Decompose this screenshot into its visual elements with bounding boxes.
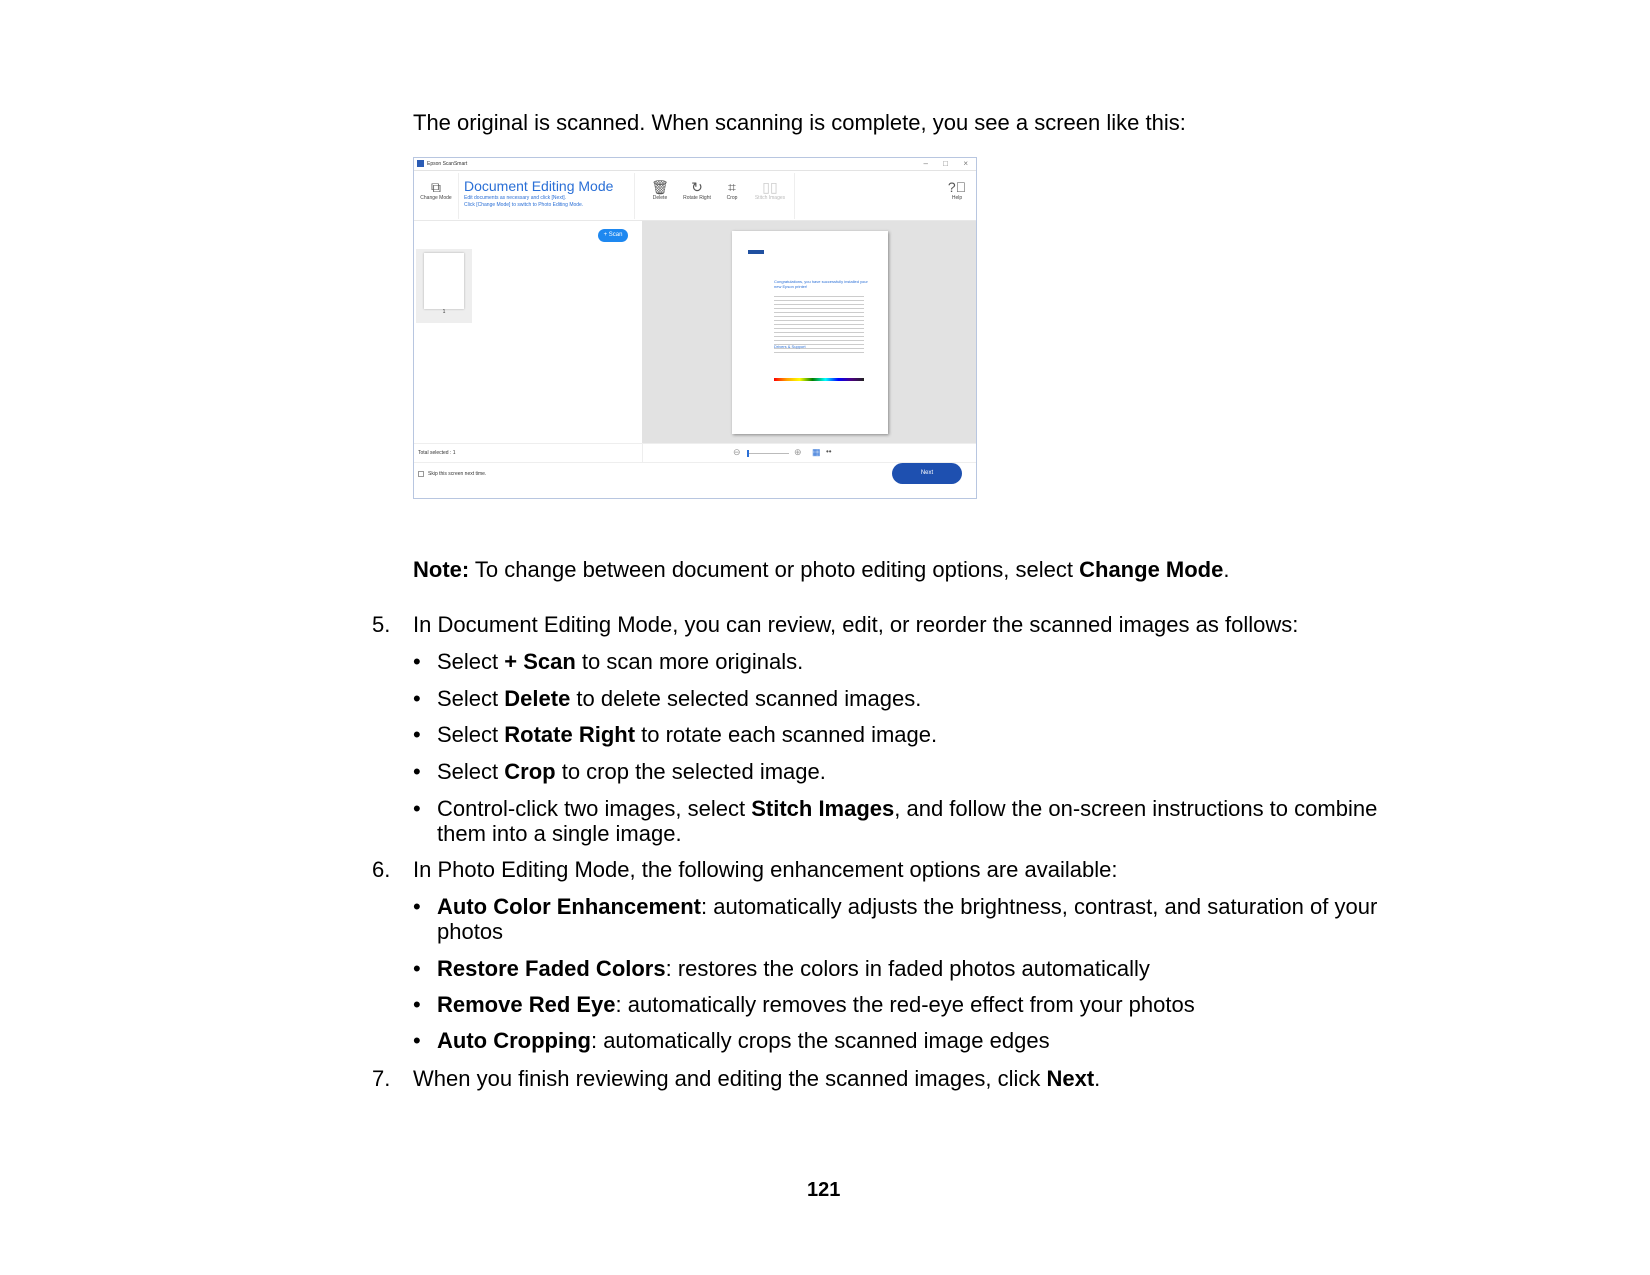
list-item: Select Rotate Right to rotate each scanned image. [437,722,938,747]
zoom-out-icon[interactable]: ⊖ [733,447,741,457]
total-selected: Total selected : 1 [418,450,456,456]
thumbnail-panel [414,221,642,443]
fit-view-icon[interactable]: ▦ [812,447,821,457]
crop-button[interactable]: ⌗ Crop [720,179,744,201]
bullet: • [413,992,421,1017]
note: Note: To change between document or photo editing options, select Change Mode. [413,557,1230,582]
bullet: • [413,1028,421,1053]
status-bar [414,443,976,463]
list-item-continuation: photos [437,919,504,944]
list-item: Select Crop to crop the selected image. [437,759,826,784]
delete-button[interactable]: 🗑 Delete [646,179,674,201]
help-button[interactable]: ?⃝ Help [947,179,967,201]
trash-icon: 🗑 [651,179,669,195]
close-icon[interactable]: × [963,159,968,168]
intro-text: The original is scanned. When scanning is complete, you see a screen like this: [413,110,1186,135]
bullet: • [413,894,421,919]
scansmart-screenshot [413,157,977,499]
skip-label: Skip this screen next time. [428,471,487,477]
bullet: • [413,722,421,747]
list-item: Auto Color Enhancement: automatically adjusts the brightness, contrast, and saturation of your [437,894,1378,919]
list-item: Auto Cropping: automatically crops the scanned image edges [437,1028,1050,1053]
list-item: Control-click two images, select Stitch Images, and follow the on-screen instructions to combine [437,796,1378,821]
bullet: • [413,686,421,711]
step-text: When you finish reviewing and editing the scanned images, click Next. [413,1066,1101,1091]
zoom-in-icon[interactable]: ⊕ [794,447,802,457]
step-number: 5. [372,612,391,637]
bullet: • [413,796,421,821]
maximize-icon[interactable]: □ [943,159,948,168]
minimize-icon[interactable]: – [923,159,928,168]
skip-checkbox[interactable] [418,471,424,477]
epson-logo [748,250,764,254]
title-bar [414,158,976,171]
stitch-icon: ▯▯ [762,179,778,195]
rotate-right-icon: ↻ [691,179,703,195]
step-text: In Photo Editing Mode, the following enhancement options are available: [413,857,1118,882]
stitch-images-button[interactable]: ▯▯ Stitch Images [750,179,790,201]
list-item-continuation: them into a single image. [437,821,682,846]
change-mode-icon: ⧉ [431,179,441,195]
list-item: Select Delete to delete selected scanned images. [437,686,922,711]
mode-title: Document Editing Mode [464,178,614,194]
next-button[interactable]: Next [892,463,962,484]
change-mode-button[interactable]: ⧉ Change Mode [418,179,454,201]
page-number: 121 [807,1179,841,1201]
app-icon [417,160,424,167]
mode-subtitle-1: Edit documents as necessary and click [Next]. [464,195,566,201]
step-number: 6. [372,857,391,882]
step-number: 7. [372,1066,391,1091]
scan-button[interactable]: + Scan [598,229,628,242]
preview-panel [642,221,976,443]
app-title: Epson ScanSmart [427,161,468,167]
step-text: In Document Editing Mode, you can review, edit, or reorder the scanned images as follows: [413,612,1299,637]
more-icon[interactable]: •• [826,447,832,456]
zoom-slider[interactable] [747,453,789,454]
list-item: Select + Scan to scan more originals. [437,649,804,674]
bullet: • [413,956,421,981]
list-item: Remove Red Eye: automatically removes the red-eye effect from your photos [437,992,1195,1017]
header [414,171,976,221]
mode-subtitle-2: Click [Change Mode] to switch to Photo Editing Mode. [464,202,584,208]
thumbnail[interactable]: 1 [416,249,472,323]
help-icon: ?⃝ [947,179,967,195]
crop-icon: ⌗ [728,179,736,195]
zoom-slider-thumb[interactable] [747,450,749,457]
bullet: • [413,649,421,674]
list-item: Restore Faded Colors: restores the colors in faded photos automatically [437,956,1150,981]
rotate-right-button[interactable]: ↻ Rotate Right [680,179,714,201]
bullet: • [413,759,421,784]
scanned-page-preview: Congratulations, you have successfully installed your new Epson printer! Drivers & Support [732,231,888,434]
